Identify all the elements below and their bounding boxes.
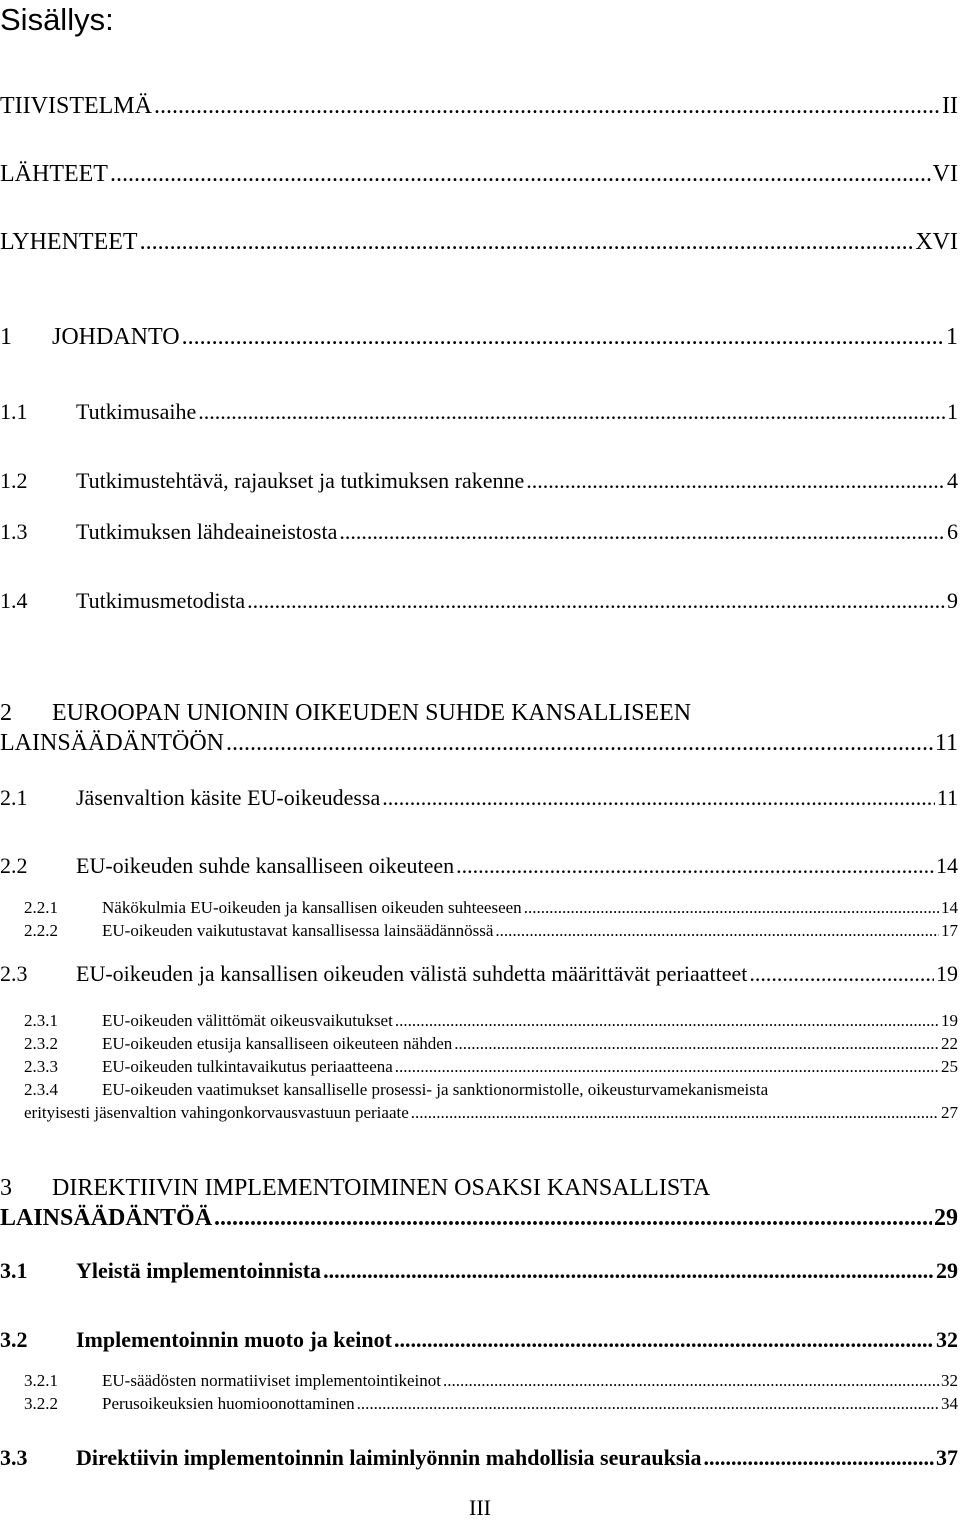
toc-entry-lahteet[interactable] (0, 159, 958, 189)
toc-entry-number: 3.2 (0, 1327, 28, 1352)
toc-entry-2-3-4[interactable] (0, 1102, 958, 1124)
toc-entry-number: 2.2.1 (24, 898, 58, 917)
toc-entry-title: Jäsenvaltion käsite EU-oikeudessa (76, 785, 381, 810)
toc-entry-title: EU-oikeuden ja kansallisen oikeuden välistä suhdetta määrittävät periaatteet (76, 961, 748, 986)
toc-entry-1[interactable] (0, 322, 958, 352)
toc-entry-page: 17 (941, 921, 958, 940)
toc-entry-title: EU-oikeuden välittömät oikeusvaikutukset (102, 1011, 393, 1030)
toc-entry-page: 11 (936, 785, 958, 810)
toc-entry-1-4[interactable] (0, 587, 958, 615)
toc-entry-2-3-1[interactable] (0, 1010, 958, 1032)
toc-entry-number: 2.3.2 (24, 1034, 58, 1053)
toc-entry-page: 32 (936, 1327, 958, 1352)
toc-entry-title: Näkökulmia EU-oikeuden ja kansallisen oikeuden suhteeseen (102, 898, 522, 917)
toc-entry-number: 2.3.1 (24, 1011, 58, 1030)
toc-entry-page: 6 (947, 519, 958, 544)
toc-entry-title: DIREKTIIVIN IMPLEMENTOIMINEN OSAKSI KANSALLISTA (52, 1175, 711, 1201)
toc-entry-2[interactable] (0, 728, 958, 758)
dot-leader (154, 91, 940, 121)
toc-entry-3-2-2[interactable] (0, 1393, 958, 1415)
toc-entry-number: 2.3.3 (24, 1057, 58, 1076)
toc-entry-1-3[interactable] (0, 518, 958, 546)
toc-entry-3-2[interactable] (0, 1326, 958, 1354)
toc-entry-title: Yleistä implementoinnista (76, 1258, 322, 1283)
toc-entry-title: TIIVISTELMÄ (0, 93, 152, 119)
toc-entry-number: 3 (0, 1175, 12, 1201)
dot-leader (198, 398, 945, 426)
toc-entry-number: 3.1 (0, 1258, 28, 1283)
toc-entry-2-2[interactable] (0, 852, 958, 880)
toc-entry-page: 22 (941, 1034, 958, 1053)
toc-entry-2-3-3[interactable] (0, 1056, 958, 1078)
toc-entry-page: VI (932, 161, 958, 187)
toc-entry-3-1[interactable] (0, 1257, 958, 1285)
dot-leader (357, 1393, 939, 1415)
toc-entry-title: Implementoinnin muoto ja keinot (76, 1327, 392, 1352)
toc-entry-page: 11 (934, 730, 958, 756)
dot-leader (443, 1370, 939, 1392)
toc-entry-title: LÄHTEET (0, 161, 108, 187)
dot-leader (110, 159, 931, 189)
dot-leader (394, 1326, 934, 1354)
toc-entry-3-first-line[interactable] (0, 1173, 710, 1203)
toc-entry-lyhenteet[interactable] (0, 227, 958, 257)
toc-entry-page: 1 (947, 399, 958, 424)
toc-entry-title: EUROOPAN UNIONIN OIKEUDEN SUHDE KANSALLISEEN (52, 700, 692, 726)
page-number: III (469, 1495, 491, 1520)
toc-entry-title: Tutkimustehtävä, rajaukset ja tutkimuksen rakenne (76, 468, 525, 493)
toc-entry-title: EU-oikeuden etusija kansalliseen oikeuteen nähden (102, 1034, 453, 1053)
toc-entry-number: 3.3 (0, 1445, 28, 1470)
dot-leader (395, 1056, 939, 1078)
toc-entry-2-first-line[interactable] (0, 698, 691, 728)
toc-entry-number: 1.3 (0, 519, 28, 544)
dot-leader (247, 587, 945, 615)
toc-entry-page: 34 (941, 1394, 958, 1413)
dot-leader (454, 1033, 939, 1055)
toc-entry-1-2[interactable] (0, 467, 958, 495)
toc-entry-title: EU-oikeuden tulkintavaikutus periaatteena (102, 1057, 393, 1076)
toc-entry-2-2-1[interactable] (0, 897, 958, 919)
toc-entry-title-continued: erityisesti jäsenvaltion vahingonkorvausvastuun periaate (24, 1103, 409, 1122)
toc-entry-1-1[interactable] (0, 398, 958, 426)
toc-entry-number: 3.2.1 (24, 1371, 58, 1390)
toc-entry-number: 1 (0, 324, 12, 350)
toc-entry-tiivistelma[interactable] (0, 91, 958, 121)
toc-entry-title-continued: LAINSÄÄDÄNTÖÖN (0, 730, 224, 756)
toc-entry-number: 1.4 (0, 588, 28, 613)
toc-entry-title: EU-oikeuden vaatimukset kansalliselle prosessi- ja sanktionormistolle, oikeusturvamekanismeista (102, 1080, 769, 1099)
toc-entry-page: 1 (946, 324, 958, 350)
dot-leader (411, 1102, 939, 1124)
toc-entry-number: 2.2 (0, 853, 28, 878)
toc-entry-page: 27 (941, 1103, 958, 1122)
toc-entry-2-2-2[interactable] (0, 920, 958, 942)
dot-leader (395, 1010, 939, 1032)
dot-leader (456, 852, 934, 880)
toc-entry-page: 37 (936, 1445, 958, 1470)
toc-entry-title: Tutkimuksen lähdeaineistosta (76, 519, 338, 544)
toc-entry-3-2-1[interactable] (0, 1370, 958, 1392)
toc-entry-2-3-2[interactable] (0, 1033, 958, 1055)
toc-entry-page: 14 (936, 853, 958, 878)
toc-entry-number: 2.3.4 (24, 1080, 58, 1099)
page-title: Sisällys: (0, 2, 114, 37)
toc-entry-page: 25 (941, 1057, 958, 1076)
toc-entry-2-3[interactable] (0, 960, 958, 988)
toc-entry-number: 1.2 (0, 468, 28, 493)
toc-entry-title: Tutkimusmetodista (76, 588, 246, 613)
toc-entry-page: 29 (934, 1205, 958, 1231)
dot-leader (524, 897, 939, 919)
toc-entry-page: XVI (915, 229, 958, 255)
dot-leader (339, 518, 945, 546)
toc-entry-2-3-4-first-line[interactable] (0, 1079, 768, 1101)
toc-entry-page: 32 (941, 1371, 958, 1390)
toc-entry-number: 2.1 (0, 785, 28, 810)
toc-entry-title: LYHENTEET (0, 229, 138, 255)
toc-entry-number: 2 (0, 700, 12, 726)
toc-entry-2-1[interactable] (0, 784, 958, 812)
toc-entry-title-continued: LAINSÄÄDÄNTÖÄ (0, 1205, 213, 1231)
toc-entry-title: EU-oikeuden vaikutustavat kansallisessa lainsäädännössä (102, 921, 494, 940)
dot-leader (226, 728, 933, 758)
dot-leader (323, 1257, 934, 1285)
toc-entry-number: 2.2.2 (24, 921, 58, 940)
toc-entry-page: 4 (947, 468, 958, 493)
dot-leader (526, 467, 945, 495)
dot-leader (140, 227, 914, 257)
dot-leader (214, 1203, 932, 1233)
toc-entry-page: II (942, 93, 958, 119)
dot-leader (704, 1444, 934, 1472)
dot-leader (182, 322, 944, 352)
toc-entry-page: 14 (941, 898, 958, 917)
toc-entry-title: Direktiivin implementoinnin laiminlyönnin mahdollisia seurauksia (76, 1445, 702, 1470)
toc-entry-title: EU-oikeuden suhde kansalliseen oikeuteen (76, 853, 455, 878)
toc-entry-number: 2.3 (0, 961, 28, 986)
toc-entry-page: 19 (936, 961, 958, 986)
toc-entry-page: 9 (947, 588, 958, 613)
dot-leader (382, 784, 935, 812)
toc-entry-page: 29 (936, 1258, 958, 1283)
dot-leader (749, 960, 934, 988)
toc-entry-page: 19 (941, 1011, 958, 1030)
toc-entry-title: Perusoikeuksien huomioonottaminen (102, 1394, 355, 1413)
toc-entry-3-3[interactable] (0, 1444, 958, 1472)
toc-entry-number: 3.2.2 (24, 1394, 58, 1413)
toc-entry-number: 1.1 (0, 399, 28, 424)
toc-entry-title: JOHDANTO (52, 324, 180, 350)
toc-entry-3[interactable] (0, 1203, 958, 1233)
dot-leader (495, 920, 939, 942)
toc-entry-title: EU-säädösten normatiiviset implementointikeinot (102, 1371, 441, 1390)
toc-entry-title: Tutkimusaihe (76, 399, 197, 424)
